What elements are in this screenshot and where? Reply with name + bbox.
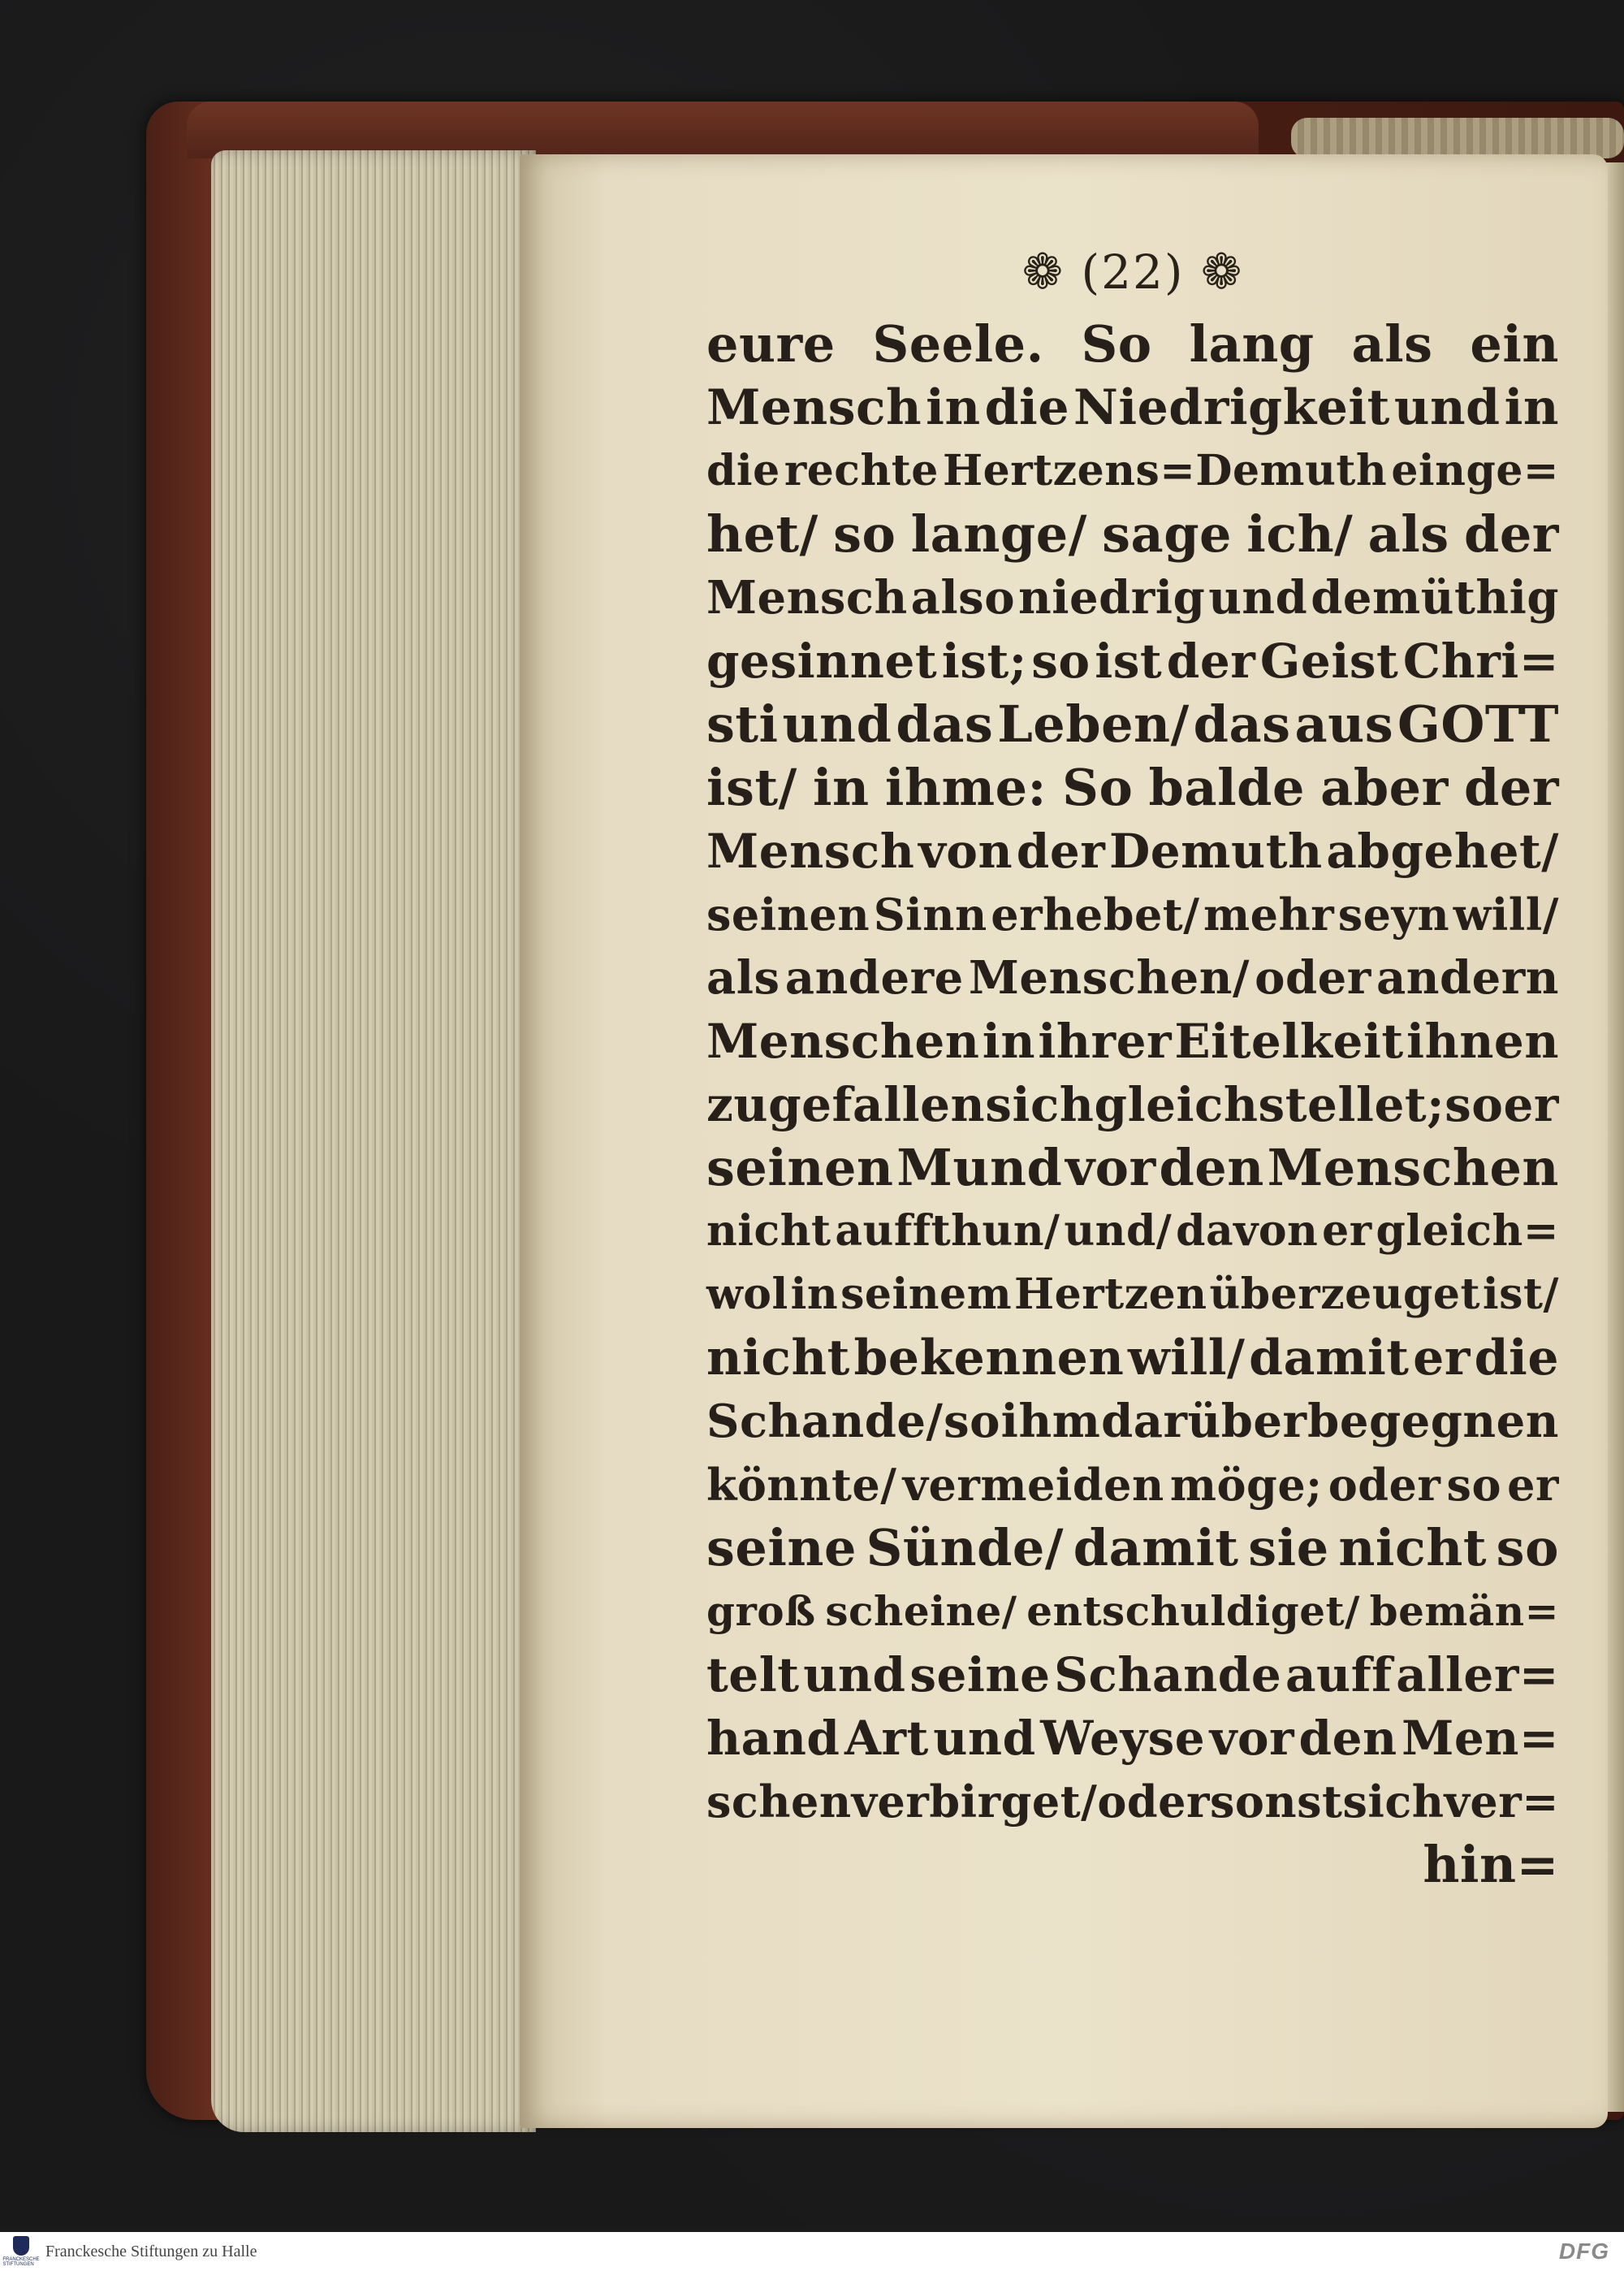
- word: Weyse: [1040, 1711, 1206, 1766]
- text-line: [706, 1263, 1559, 1326]
- word: schen: [706, 1776, 852, 1828]
- word: einge=: [1391, 446, 1559, 495]
- word: seinen: [706, 1138, 894, 1197]
- text-line: [706, 1453, 1559, 1516]
- word: ihrer: [1038, 1014, 1173, 1069]
- text-line: [706, 820, 1559, 883]
- institution-name: Franckesche Stiftungen zu Halle: [45, 2242, 257, 2260]
- word: in: [1504, 379, 1559, 436]
- word: so: [1496, 1518, 1559, 1577]
- word: sie: [1248, 1518, 1329, 1577]
- word: könnte/: [706, 1459, 897, 1511]
- word: so: [833, 504, 896, 564]
- word: mehr: [1203, 889, 1335, 941]
- word: er: [1413, 1330, 1471, 1386]
- text-line: [706, 503, 1559, 566]
- word: Eitelkeit: [1174, 1014, 1404, 1069]
- catchword: hin=: [1423, 1835, 1559, 1894]
- word: hand: [706, 1711, 840, 1766]
- word: So: [1062, 758, 1134, 817]
- word: in: [982, 1014, 1035, 1069]
- word: Chri=: [1402, 634, 1559, 689]
- spine-cord: [1291, 118, 1624, 158]
- word: Mund: [896, 1138, 1063, 1197]
- word: groß: [706, 1587, 816, 1635]
- word: der: [1166, 634, 1256, 689]
- ornament-left-icon: ❁: [1021, 244, 1065, 301]
- word: Menschen: [1267, 1138, 1559, 1197]
- page-edges: [211, 150, 536, 2132]
- word: ihm: [1000, 1395, 1101, 1448]
- word: rechte: [784, 446, 939, 495]
- word: abgehet/: [1326, 824, 1559, 879]
- word: ist;: [941, 634, 1027, 689]
- word: ich/: [1246, 504, 1354, 564]
- word: gleich=: [1376, 1206, 1559, 1256]
- word: andere: [784, 951, 964, 1005]
- word: also: [910, 571, 1016, 625]
- word: Demuth: [1108, 824, 1323, 879]
- text-line: [706, 566, 1559, 629]
- logo-mark: [13, 2236, 29, 2256]
- word: seyn: [1337, 889, 1450, 941]
- word: andern: [1376, 951, 1559, 1005]
- text-line: [706, 883, 1559, 946]
- word: davon: [1176, 1206, 1319, 1256]
- word: ist/: [706, 758, 797, 817]
- word: seine: [909, 1647, 1051, 1702]
- footer-left: [0, 2235, 257, 2268]
- word: und: [782, 694, 892, 754]
- catchword-line: [706, 1833, 1559, 1897]
- word: sich: [985, 1077, 1095, 1132]
- text-line: [706, 1643, 1559, 1706]
- word: von: [918, 824, 1013, 879]
- word: So: [1081, 314, 1152, 374]
- word: entschuldiget/: [1026, 1587, 1360, 1635]
- word: damit: [1073, 1518, 1239, 1577]
- word: Menschen: [706, 1014, 980, 1069]
- footer-bar: [0, 2232, 1624, 2271]
- word: so: [1031, 634, 1091, 689]
- word: oder: [1328, 1459, 1441, 1511]
- text-line: [706, 693, 1559, 756]
- word: sage: [1102, 504, 1233, 564]
- text-line: [706, 1516, 1559, 1580]
- word: Mensch: [706, 571, 908, 625]
- word: Art: [844, 1711, 929, 1766]
- word: möge;: [1169, 1459, 1323, 1511]
- text-line: [706, 1136, 1559, 1200]
- word: telt: [706, 1647, 800, 1702]
- word: lang: [1189, 314, 1315, 374]
- word: vermeiden: [902, 1459, 1164, 1511]
- word: ist/: [1482, 1270, 1559, 1319]
- text-line: [706, 1010, 1559, 1073]
- word: so: [1445, 1077, 1504, 1132]
- word: als: [706, 951, 780, 1005]
- word: seinem: [840, 1270, 1013, 1319]
- text-line: [706, 313, 1559, 376]
- text-line: [706, 1770, 1559, 1833]
- word: erhebet/: [991, 889, 1200, 941]
- text-line: [706, 439, 1559, 503]
- word: Hertzens=Demuth: [942, 446, 1388, 495]
- word: aber: [1320, 758, 1449, 817]
- word: bemän=: [1369, 1587, 1559, 1635]
- text-line: [706, 1326, 1559, 1390]
- text-line: [706, 1706, 1559, 1770]
- text-line: [706, 1580, 1559, 1643]
- word: het/: [706, 504, 818, 564]
- funder-logo: DFG: [1558, 2239, 1609, 2264]
- word: darüber: [1101, 1395, 1307, 1448]
- word: das: [896, 694, 994, 754]
- word: und: [1393, 379, 1501, 436]
- word: in: [790, 1270, 839, 1319]
- logo-text: FRANCKESCHE STIFTUNGEN: [2, 2257, 40, 2267]
- text-line: [706, 1390, 1559, 1453]
- word: und: [1208, 571, 1308, 625]
- word: lange/: [910, 504, 1087, 564]
- text-line: [706, 1200, 1559, 1263]
- word: ein: [1470, 314, 1559, 374]
- word: verbirget/: [851, 1776, 1098, 1828]
- word: balde: [1148, 758, 1305, 817]
- word: zugefallen: [706, 1077, 986, 1132]
- word: Schande: [1054, 1647, 1282, 1702]
- word: Hertzen: [1014, 1270, 1207, 1319]
- word: er: [1507, 1459, 1559, 1511]
- word: in: [926, 379, 981, 436]
- text-line: [706, 629, 1559, 693]
- body-text: [706, 313, 1559, 1897]
- word: als: [1367, 504, 1449, 564]
- text-line: [706, 376, 1559, 439]
- word: GOTT: [1397, 694, 1559, 754]
- institution-logo-icon: [2, 2235, 40, 2268]
- word: und/: [1064, 1206, 1173, 1256]
- word: demüthig: [1311, 571, 1559, 625]
- word: Geist: [1259, 634, 1399, 689]
- word: eure: [706, 314, 836, 374]
- word: in: [812, 758, 870, 817]
- word: die: [706, 446, 780, 495]
- word: Sinn: [873, 889, 987, 941]
- word: und: [803, 1647, 906, 1702]
- word: ihnen: [1406, 1014, 1559, 1069]
- page-number: (22): [1081, 244, 1185, 300]
- word: oder: [1097, 1776, 1210, 1828]
- word: Leben/: [997, 694, 1190, 754]
- word: begegnen: [1307, 1395, 1559, 1448]
- word: den: [1159, 1138, 1264, 1197]
- page-header: [1011, 244, 1255, 301]
- word: bekennen: [853, 1330, 1125, 1386]
- word: gesinnet: [706, 634, 938, 689]
- word: oder: [1255, 951, 1371, 1005]
- word: ver=: [1444, 1776, 1559, 1828]
- word: er: [1503, 1077, 1559, 1132]
- word: sti: [706, 694, 779, 754]
- word: auff: [1285, 1647, 1393, 1702]
- text-line: [706, 756, 1559, 820]
- word: vor: [1209, 1711, 1295, 1766]
- word: damit: [1249, 1330, 1410, 1386]
- word: nicht: [706, 1330, 850, 1386]
- word: aller=: [1396, 1647, 1559, 1702]
- word: überzeuget: [1209, 1270, 1481, 1319]
- word: gleichstellet;: [1094, 1077, 1445, 1132]
- word: und: [933, 1711, 1036, 1766]
- word: so: [1446, 1459, 1501, 1511]
- word: aus: [1294, 694, 1394, 754]
- word: die: [984, 379, 1069, 436]
- word: der: [1016, 824, 1106, 879]
- word: das: [1193, 694, 1291, 754]
- word: als: [1351, 314, 1433, 374]
- text-line: [706, 946, 1559, 1010]
- word: sich: [1342, 1776, 1445, 1828]
- word: Mensch: [706, 379, 922, 436]
- word: niedrig: [1018, 571, 1206, 625]
- word: den: [1298, 1711, 1397, 1766]
- word: ihme:: [884, 758, 1047, 817]
- word: so: [944, 1395, 1001, 1448]
- word: der: [1463, 504, 1559, 564]
- word: will/: [1128, 1330, 1246, 1386]
- ornament-right-icon: ❁: [1200, 244, 1244, 301]
- word: die: [1474, 1330, 1559, 1386]
- word: auffthun/: [835, 1206, 1060, 1256]
- word: seinen: [706, 889, 870, 941]
- word: seine: [706, 1518, 857, 1577]
- text-line: [706, 1073, 1559, 1136]
- word: Men=: [1402, 1711, 1559, 1766]
- word: nicht: [1338, 1518, 1487, 1577]
- word: er: [1322, 1206, 1372, 1256]
- word: Menschen/: [968, 951, 1250, 1005]
- word: nicht: [706, 1206, 831, 1256]
- word: sonst: [1209, 1776, 1343, 1828]
- word: Niedrigkeit: [1073, 379, 1390, 436]
- word: wol: [706, 1270, 788, 1319]
- word: vor: [1065, 1138, 1156, 1197]
- word: Sünde/: [866, 1518, 1065, 1577]
- word: der: [1464, 758, 1559, 817]
- word: Seele.: [872, 314, 1044, 374]
- word: Schande/: [706, 1395, 944, 1448]
- word: Mensch: [706, 824, 915, 879]
- word: will/: [1453, 889, 1559, 941]
- word: ist: [1095, 634, 1163, 689]
- word: scheine/: [825, 1587, 1017, 1635]
